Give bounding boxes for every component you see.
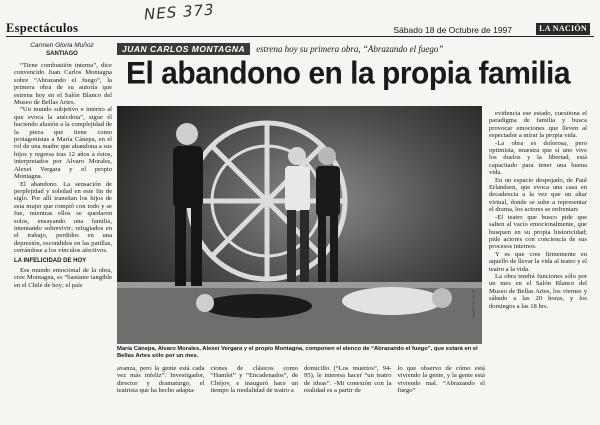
byline <box>14 42 110 57</box>
paragraph: La obra tendrá funciones sólo por un mes en el Salón Blanco del Museo de Bellas Artes, los viernes y sábado a las 20 horas, y los domingos a las 18 hrs. <box>489 272 587 310</box>
paragraph: “Tiene combustión interna”, dice convencido Juan Carlos Montagna sobre “Abrazando el fuego”, la primera obra de su autoría que estrena hoy en el Salón Blanco del Museo de Bellas Artes. <box>14 62 112 107</box>
photo-credit: MARCOS RUIZ <box>471 290 476 318</box>
kicker-label: JUAN CARLOS MONTAGNA <box>117 43 250 55</box>
bottom-column: lo que observo de cómo está viviendo la gente, y la gente está viviendo mal. “Abrazando el fuego” <box>397 365 485 395</box>
headline: El abandono en la propia familia <box>126 56 571 91</box>
photo-caption: María Cánepa, Alvaro Morales, Alexei Vergara y el propio Montagna, componen el elenco de “Abrazando el fuego”, que estará en el Bellas Artes sólo por un mes. <box>117 346 478 359</box>
byline-city: SANTIAGO <box>46 51 78 57</box>
paragraph: evidencia ese estado, cuestiona el paradigma de familia y busca provocar emociones que lleven al espectador a mirar la propia vida. <box>489 110 587 140</box>
bottom-column: avanza, pero la gente está cada vez más infeliz”. Investigador, director y dramaturgo, el teatrista que ha hecho adapta- <box>117 365 205 395</box>
paragraph: Ese mundo emocional de la obra, cree Montagna, es “bastante tangible en el Chile de hoy; el país <box>14 266 112 289</box>
subhead: LA INFELICIDAD DE HOY <box>14 257 87 264</box>
paragraph: “Un mundo subjetivo e interno al que evoca la anécdota”, sigue él haciendo alusión a la complejidad de la pieza que tiene como protagonistas a María Cánepa, en el rol de una madre que abandona a sus hijos y regresa tras 12 años a éstos, interpretados por Alvaro Morales, Alexei Vergara y el propio Montagna. <box>14 106 112 181</box>
section-header <box>6 22 594 37</box>
bottom-columns <box>117 365 485 395</box>
bottom-column: domicilio (“Los muertos”, 94-95), le interesa hacer “un teatro de ideas”. -Mi conexión con la realidad es a partir de <box>304 365 392 395</box>
paragraph: En un espacio despojado, de Paul Erlandsen, que evoca una casa en decadencia a la vez que un altar virtual, donde se sube a representar el drama, los actores se enfrentan: <box>489 176 587 214</box>
handwritten-archive-note: NES 373 <box>143 0 216 24</box>
paragraph: Y es que cree firmemente en aquello de llevar la vida al teatro y el teatro a la vida. <box>489 250 587 273</box>
paragraph: -El teatro que busco pide que salten al vacío emocionalmente, que busquen en su propia historicidad; pide actores con conciencia de sus procesos internos. <box>489 213 587 251</box>
paragraph: -La obra es dolorosa, pero optimista, muestra que sí uno vive los duelos y la libertad, está capacitado para tener una buena vida. <box>489 139 587 177</box>
stage-photo <box>117 106 482 344</box>
kicker-text: estrena hoy su primera obra, “Abrazando el fuego” <box>256 44 444 54</box>
author-name: Carmen Gloria Muñoz <box>30 42 94 49</box>
bottom-column: ciones de clásicos como “Hamlet” y “Encadenados”, de Chéjov, e inauguró hace un tiempo la modalidad de teatro a <box>210 365 298 395</box>
stage-photo-image <box>117 106 482 344</box>
left-column <box>14 62 112 289</box>
newspaper-logo: LA NACIÓN <box>536 23 590 35</box>
right-column <box>489 110 587 310</box>
publication-date: Sábado 18 de Octubre de 1997 <box>393 25 512 35</box>
section-name: Espectáculos <box>6 21 79 35</box>
paragraph: El abandono. La sensación de perplejidad y soledad en este fin de siglo. Por allí transitan los hijos de esta mujer que rompió con todo y se fue, mientras ellos se quedaron solos, ensayando una familia, intentando sobrevivir; refugiados en el trabajo, perdidos en una depresión, escondidos en las patillas, cerrándose a los vínculos afectivos. <box>14 180 112 255</box>
kicker <box>117 43 443 55</box>
